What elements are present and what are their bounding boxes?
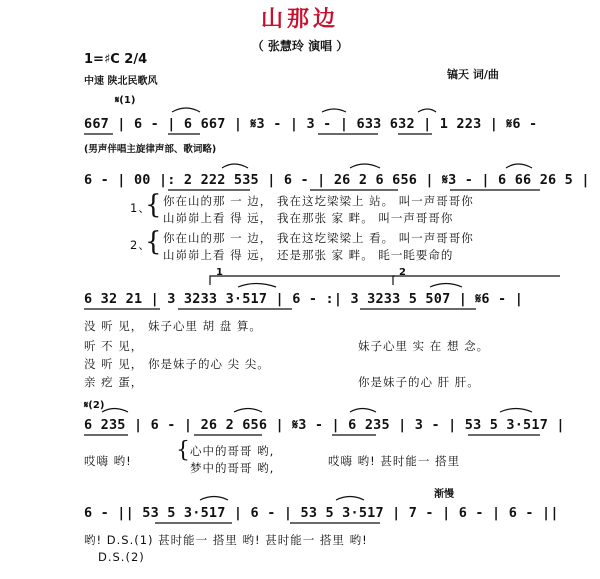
score-line-5: 6 - || 53 5 3·517 | 6 - | 53 5 3·517 | 7 - | 6 - | 6 - || [84,505,559,521]
verse-1-number: 1、 [130,201,151,215]
ritardando-mark: 渐慢 [434,489,454,500]
lyric-row-4-right: 哎嗨 哟! 甚时能一 搭里 [328,454,461,468]
author-credit: 镐天 词/曲 [447,68,499,81]
verse-2-line-b: 山峁峁上看 得 远， 还是那张 家 畔。 眊一眊要命的 [163,248,454,262]
accompaniment-note: (男声伴唱主旋律声部、歌词略) [84,144,217,155]
lyric-row-5: 哟! D.S.(1) 甚时能一 搭里 哟! 甚时能一 搭里 哟! [84,533,368,547]
lyric-row-3b-left: 听 不 见， [84,339,144,353]
score-line-4: 6 235 | 6 - | 26 2 656 | 𝄋3 - | 6 235 | 3 - | 53 5 3·517 | [84,417,565,433]
verse-2-number: 2、 [130,238,151,252]
song-title: 山那边 [260,7,339,32]
score-line-1: 667 | 6 - | 6 667 | 𝄋3 - | 3 - | 633 632 | 1 223 | 𝄋6 - [84,116,538,132]
lyric-row-3a: 没 听 见， 妹子心里 胡 盘 算。 [84,319,262,333]
verse-1-brace: { [145,190,162,220]
lyric-row-4-mid-a: 心中的哥哥 哟, [190,444,275,458]
segno-1-mark: 𝄋(1) [115,95,136,106]
refrain-brace: { [176,438,190,463]
ds-2-mark: D.S.(2) [98,550,145,564]
verse-1-line-b: 山峁峁上看 得 远， 我在那张 家 畔。 叫一声哥哥你 [163,211,454,225]
lyric-row-4-left: 哎嗨 哟! [84,454,132,468]
segno-2-mark: 𝄋(2) [84,400,105,411]
volta-2-label: 2 [399,267,406,278]
verse-1-line-a: 你在山的那 一 边， 我在这圪梁梁上 站。 叫一声哥哥你 [163,194,474,208]
verse-2-brace: { [145,227,162,257]
lyric-row-3d-right: 你是妹子的心 肝 肝。 [358,375,480,389]
key-signature: 1=♯C 2/4 [84,52,148,67]
verse-2-line-a: 你在山的那 一 边， 我在这圪梁梁上 看。 叫一声哥哥你 [163,231,474,245]
lyric-row-3c: 没 听 见， 你是妹子的心 尖 尖。 [84,357,270,371]
lyric-row-4-mid-b: 梦中的哥哥 哟, [190,461,275,475]
score-line-2: 6 - | 00 |: 2 222 535 | 6 - | 26 2 6 656 | 𝄋3 - | 6 66 26 5 | [84,172,590,188]
performer-credit: （ 张慧玲 演唱 ） [251,39,349,53]
lyric-row-3d-left: 亲 疙 蛋， [84,375,144,389]
tempo-style: 中速 陕北民歌风 [84,76,158,87]
lyric-row-3b-right: 妹子心里 实 在 想 念。 [358,339,490,353]
volta-1-label: 1 [216,267,223,278]
score-line-3: 6 32 21 | 3 3233 3·517 | 6 - :| 3 3233 5 507 | 𝄋6 - | [84,291,524,307]
